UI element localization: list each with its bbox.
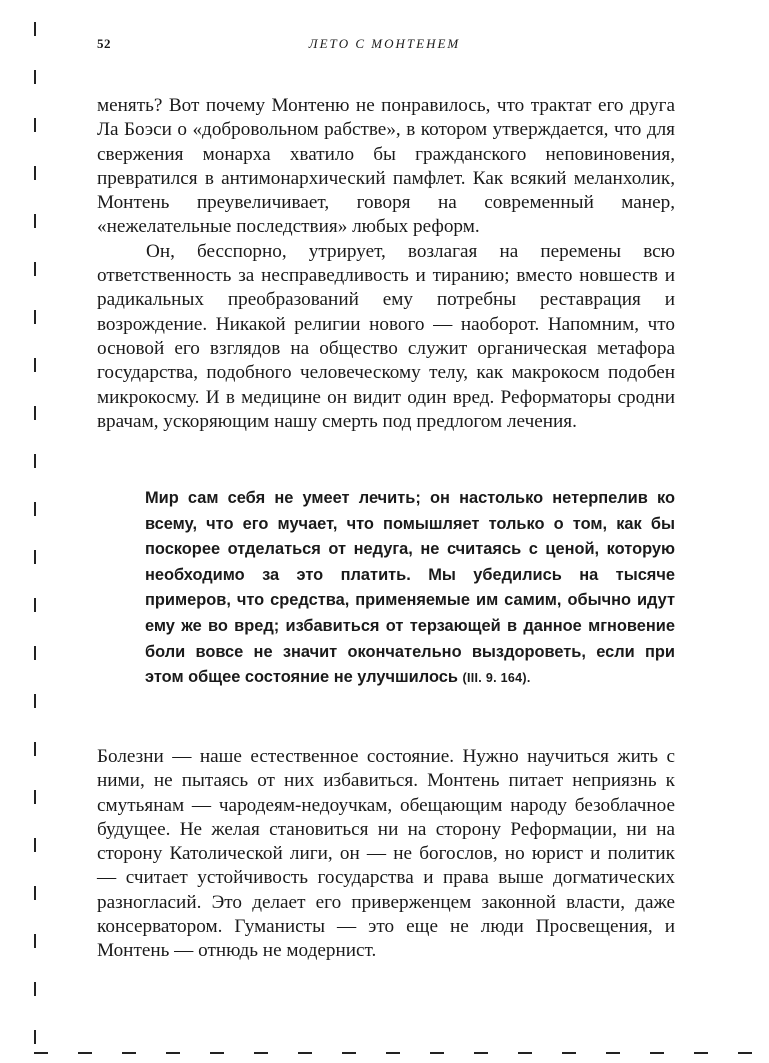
quote-text: Мир сам себя не умеет лечить; он настолько нетерпелив ко всему, что его мучает, что помышляет только о том, как бы поскорее отделаться от недуга, не считаясь с ценой, которую необходимо за это платить. Мы убедились на тысяче примеров, что средства, применяемые им самим, обычно идут ему же во вред; избавиться от терзающей в данное мгновение боли вовсе не значит окончательно выздороветь, если при этом общее состояние не улучшилось — [145, 489, 675, 687]
quote-reference: (III. 9. 164). — [462, 671, 531, 686]
running-title: ЛЕТО С МОНТЕНЕМ — [308, 36, 461, 51]
block-quote — [145, 486, 675, 692]
body-text-bottom — [97, 745, 675, 964]
paragraph-continuation: менять? Вот почему Монтеню не понравилось, что трактат его друга Ла Боэси о «добровольном рабстве», в котором утверждается, что для свержения монарха хватило бы гражданского неповиновения, превратился в антимонархический памфлет. Как всякий меланхолик, Монтень преувеличивает, говоря на современный манер, «нежелательные последствия» любых реформ. — [97, 95, 675, 238]
body-text-top — [97, 94, 675, 434]
crop-marks-left — [34, 22, 36, 1052]
crop-marks-bottom — [34, 1052, 756, 1054]
page-number: 52 — [97, 36, 111, 51]
paragraph: Он, бесспорно, утрирует, возлагая на перемены всю ответственность за несправедливость и тиранию; вместо новшеств и радикальных преобразований ему потребны реставрация и возрождение. Никакой религии нового — наоборот. Напомним, что основой его взглядов на общество служит органическая метафора государства, подобного человеческому телу, как макрокосм подобен микрокосму. И в медицине он видит один вред. Реформаторы сродни врачам, ускоряющим нашу смерть под предлогом лечения. — [97, 240, 675, 432]
paragraph: Болезни — наше естественное состояние. Нужно научиться жить с ними, не пытаясь от них избавиться. Монтень питает неприязнь к смутьянам — чародеям-недоучкам, обещающим народу безоблачное будущее. Не желая становиться ни на сторону Реформации, ни на сторону Католической лиги, он — не богослов, но юрист и политик — считает устойчивость государства и права выше догматических разногласий. Это делает его приверженцем законной власти, даже консерватором. Гуманисты — это еще не люди Просвещения, и Монтень — отнюдь не модернист. — [97, 746, 675, 962]
